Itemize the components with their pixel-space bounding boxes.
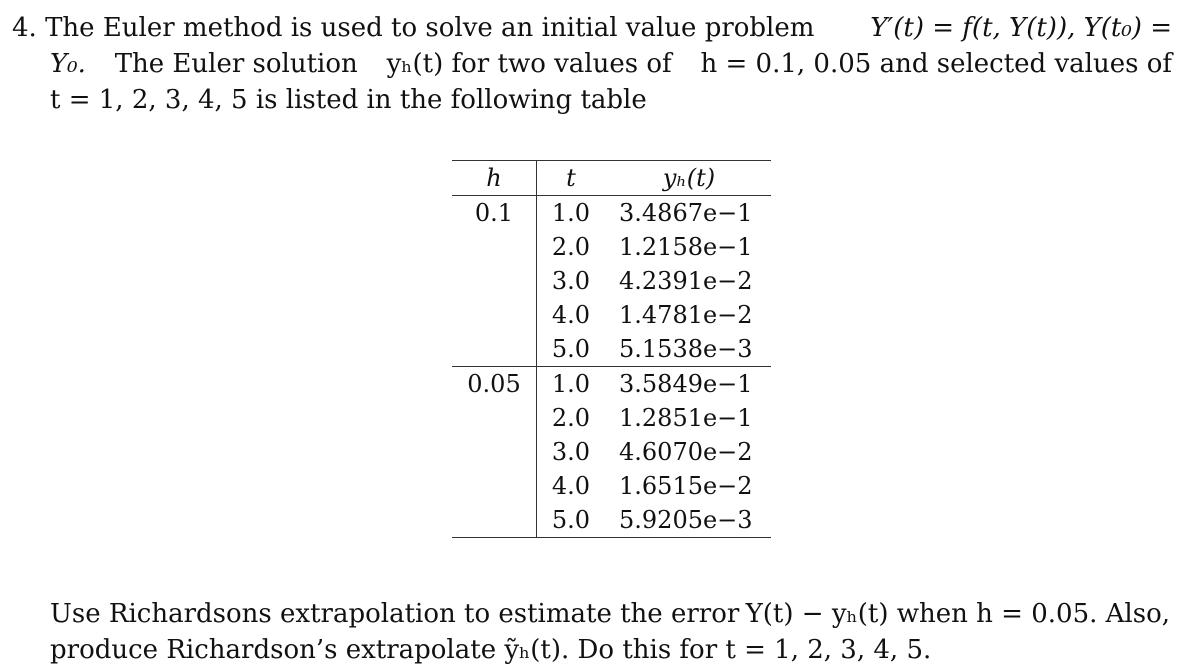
table-row	[452, 298, 771, 332]
cell-h	[452, 230, 537, 264]
table-row	[452, 367, 771, 402]
table-row	[452, 503, 771, 538]
problem-text-2d: h = 0.1, 0.05 and selected values of	[700, 49, 1172, 79]
cell-yh: 5.1538e−3	[619, 335, 753, 363]
euler-results-table	[452, 160, 771, 538]
cell-t: 4.0	[551, 301, 591, 329]
cell-h: 0.1	[452, 196, 537, 231]
instruction-text-1b: Y(t) − yₕ(t) when h = 0.05. Also,	[745, 599, 1170, 629]
table-row	[452, 230, 771, 264]
cell-h	[452, 435, 537, 469]
problem-number-and-text	[12, 10, 814, 46]
cell-h	[452, 332, 537, 367]
table-row	[452, 196, 771, 231]
instruction-line-1	[50, 596, 1170, 632]
cell-h	[452, 469, 537, 503]
cell-yh: 3.4867e−1	[605, 196, 771, 231]
cell-t: 2.0	[551, 404, 591, 432]
header-h: h	[452, 161, 537, 196]
cell-h	[452, 264, 537, 298]
cell-yh: 4.6070e−2	[619, 438, 753, 466]
cell-yh: 1.6515e−2	[619, 472, 753, 500]
cell-yh: 4.2391e−2	[619, 267, 753, 295]
cell-h	[452, 503, 537, 538]
problem-number: 4.	[12, 13, 37, 43]
problem-line-1	[12, 10, 1172, 46]
cell-t: 3.0	[551, 267, 591, 295]
cell-t: 4.0	[551, 472, 591, 500]
instruction-line-2: produce Richardson’s extrapolate ỹₕ(t). Do this for t = 1, 2, 3, 4, 5.	[50, 635, 932, 665]
cell-t: 2.0	[551, 233, 591, 261]
cell-h: 0.05	[452, 367, 537, 402]
cell-t: 1.0	[537, 367, 606, 402]
cell-yh: 3.5849e−1	[605, 367, 771, 402]
cell-yh: 1.2158e−1	[619, 233, 753, 261]
instruction-text-1a: Use Richardsons extrapolation to estimate the error	[50, 599, 740, 629]
table-row	[452, 469, 771, 503]
cell-h	[452, 298, 537, 332]
ivp-equation: Y′(t) = f(t, Y(t)), Y(t₀) =	[870, 13, 1172, 43]
problem-line-3: t = 1, 2, 3, 4, 5 is listed in the following table	[50, 85, 647, 115]
problem-text-2b: The Euler solution	[114, 49, 358, 79]
cell-yh: 1.2851e−1	[619, 404, 753, 432]
cell-t: 3.0	[551, 438, 591, 466]
cell-t: 1.0	[537, 196, 606, 231]
header-t: t	[537, 161, 606, 196]
initial-value: Y₀.	[50, 49, 86, 79]
problem-statement	[12, 10, 1172, 118]
table-row	[452, 332, 771, 367]
table-row	[452, 264, 771, 298]
table-row	[452, 401, 771, 435]
cell-yh: 5.9205e−3	[605, 503, 771, 538]
cell-h	[452, 401, 537, 435]
table-header-row	[452, 161, 771, 196]
problem-text-2c: yₕ(t) for two values of	[386, 49, 672, 79]
instruction	[50, 596, 1170, 668]
cell-yh: 1.4781e−2	[619, 301, 753, 329]
problem-text-1: The Euler method is used to solve an initial value problem	[45, 13, 815, 43]
problem-line-2	[12, 46, 1172, 82]
header-yh: yₕ(t)	[605, 161, 771, 196]
cell-t: 5.0	[537, 503, 606, 538]
table-row	[452, 435, 771, 469]
cell-t: 5.0	[551, 335, 591, 363]
